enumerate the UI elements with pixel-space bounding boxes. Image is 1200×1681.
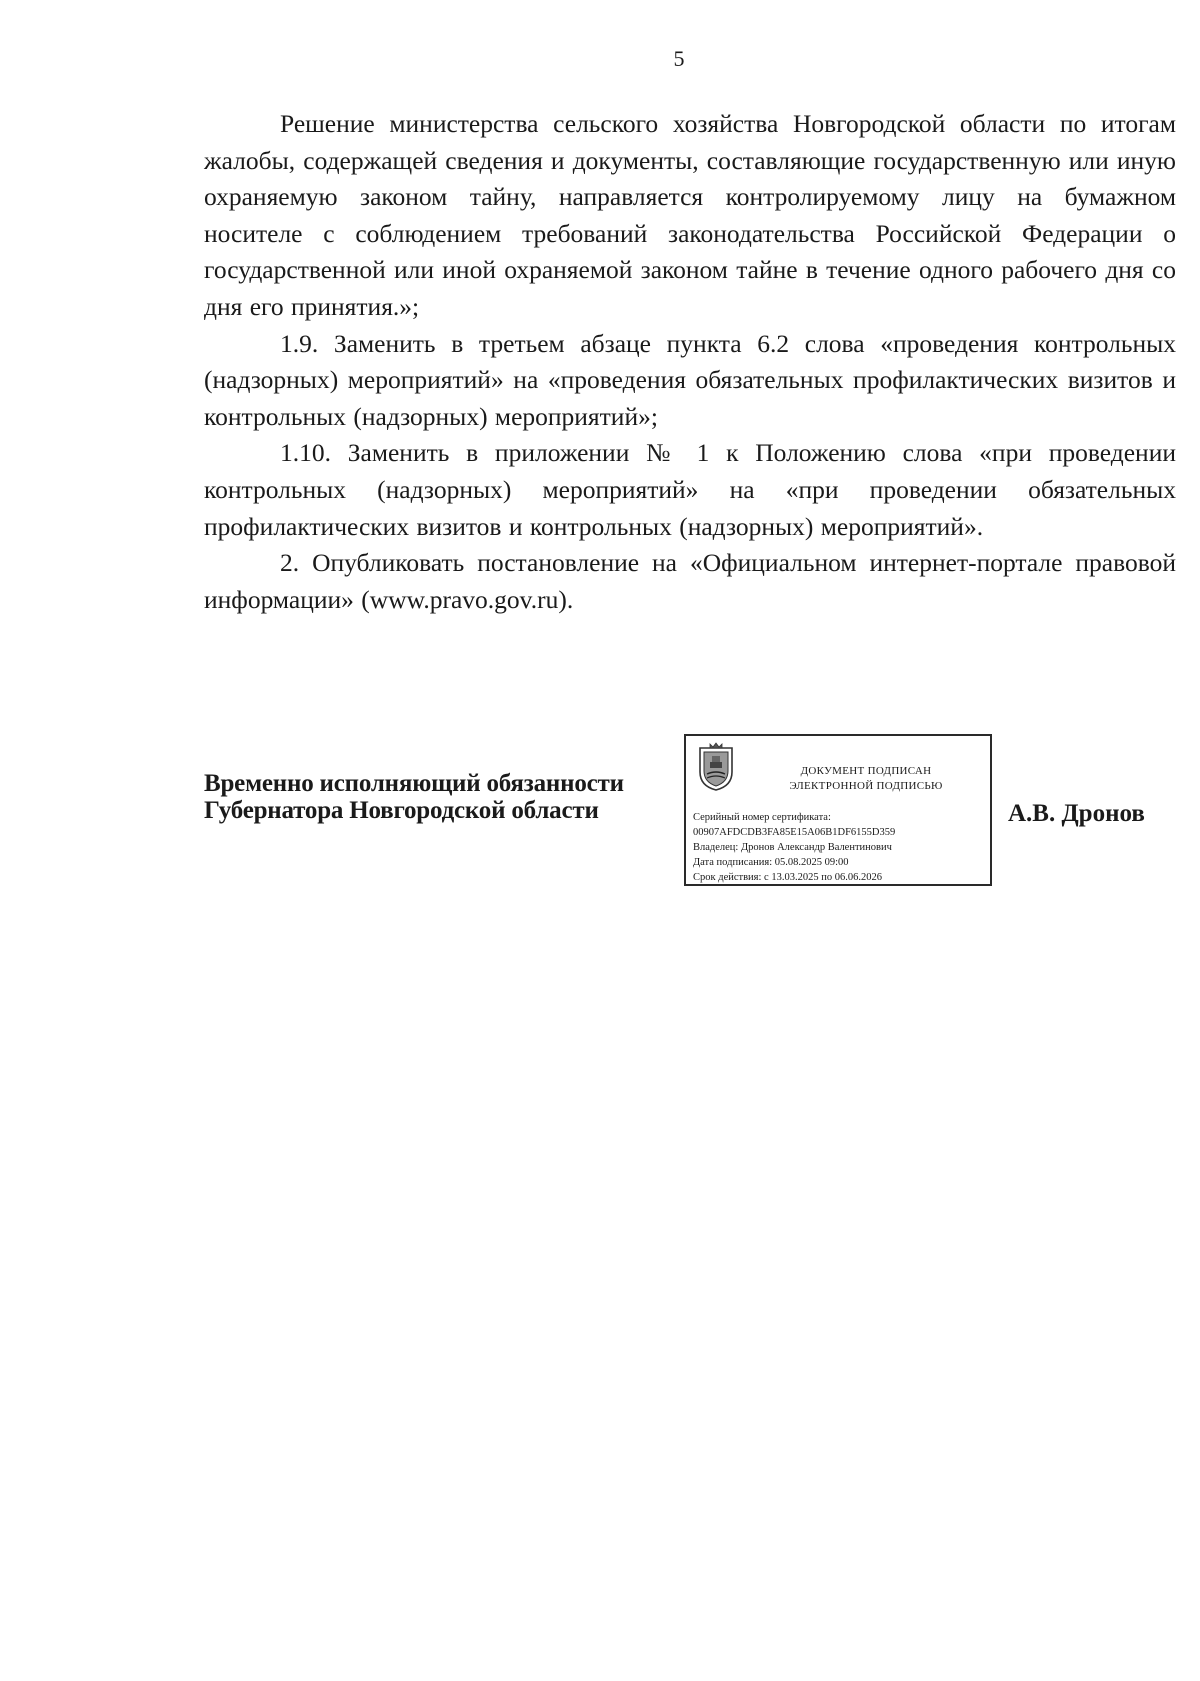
stamp-details — [693, 810, 989, 885]
document-body — [204, 106, 1176, 618]
paragraph: 2. Опубликовать постановление на «Официальном интернет-портале правовой информации» (www.pravo.gov.ru). — [204, 548, 1176, 614]
certificate-number: 00907AFDCDB3FA85E15A06B1DF6155D359 — [693, 827, 896, 838]
paragraph: 1.10. Заменить в приложении № 1 к Положению слова «при проведении контрольных (надзорных) мероприятий» на «при проведении обязательных профилактических визитов и контрольных (надзорных) мероприятий». — [204, 438, 1176, 541]
signatory-position-line: Временно исполняющий обязанности — [204, 770, 624, 797]
page-number: 5 — [673, 46, 685, 71]
stamp-title-line: ДОКУМЕНТ ПОДПИСАН — [800, 765, 932, 777]
signatory-position — [204, 770, 624, 824]
paragraph: Решение министерства сельского хозяйства Новгородской области по итогам жалобы, содержащей сведения и документы, составляющие государственную или иную охраняемую законом тайну, направляется контролируемому лицу на бумажном носителе с соблюдением требований законодательства Российской Федерации о государственной или иной охраняемой законом тайне в течение одного рабочего дня со дня его принятия.»; — [204, 109, 1176, 321]
certificate-owner: Владелец: Дронов Александр Валентинович — [693, 842, 892, 853]
signatory-position-line: Губернатора Новгородской области — [204, 797, 599, 824]
coat-of-arms-icon — [696, 742, 736, 792]
stamp-title-line: ЭЛЕКТРОННОЙ ПОДПИСЬЮ — [789, 780, 943, 792]
certificate-validity: Срок действия: с 13.03.2025 по 06.06.2026 — [693, 872, 882, 883]
stamp-title — [746, 764, 986, 794]
certificate-label: Серийный номер сертификата: — [693, 812, 831, 823]
electronic-signature-stamp — [684, 734, 992, 886]
signatory-name: А.В. Дронов — [1008, 800, 1145, 827]
paragraph: 1.9. Заменить в третьем абзаце пункта 6.2 слова «проведения контрольных (надзорных) мероприятий» на «проведения обязательных профилактических визитов и контрольных (надзорных) мероприятий»; — [204, 328, 1176, 431]
signing-date: Дата подписания: 05.08.2025 09:00 — [693, 857, 849, 868]
